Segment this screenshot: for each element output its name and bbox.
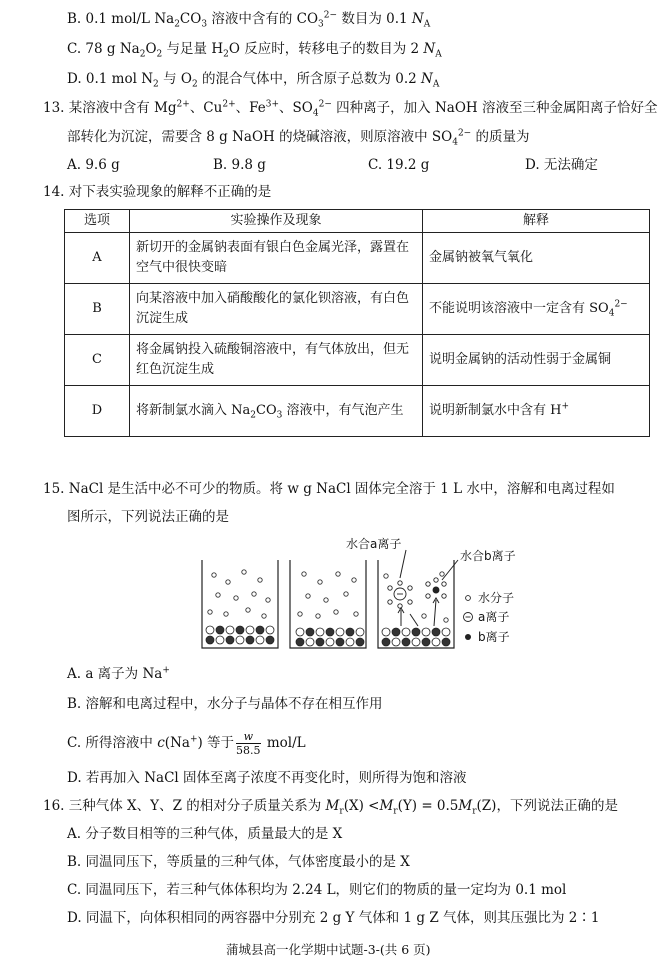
q15-option-c: C. 所得溶液中 c(Na+) 等于 $\frac{w}{58.5}$ mol/L xyxy=(67,730,306,757)
q14-table xyxy=(64,209,650,437)
table-row xyxy=(65,233,650,284)
table-header: 解释 xyxy=(423,210,650,233)
q12-option-c: C. 78 g $Na_2O_2$ 与足量 $H_2O$ 反应时，转移电子的数目为 2 $N_A$ xyxy=(67,41,442,60)
q16-option-c: C. 同温同压下，若三种气体体积均为 2.24 L，则它们的物质的量一定均为 0.1 mol xyxy=(67,882,567,898)
q13-stem-line2: 部转化为沉淀，需要含 8 g NaOH 的烧碱溶液，则原溶液中 $SO_4^{2-}$ 的质量为 xyxy=(67,128,530,148)
table-cell: 新切开的金属钠表面有银白色金属光泽，露置在空气中很快变暗 xyxy=(130,233,423,284)
table-row xyxy=(65,386,650,437)
table-cell: 金属钠被氧气氧化 xyxy=(423,233,650,284)
table-cell: B xyxy=(65,284,130,335)
q13-stem-line1: 13. 某溶液中含有 $Mg^{2+}$、$Cu^{2+}$、$Fe^{3+}$、$SO_4^{2-}$ 四种离子，加入 NaOH 溶液至三种金属阳离子恰好全 xyxy=(43,99,658,119)
table-cell: 将金属钠投入硫酸铜溶液中，有气体放出，但无红色沉淀生成 xyxy=(130,335,423,386)
q13-option-b: B. 9.8 g xyxy=(213,157,266,173)
table-row xyxy=(65,335,650,386)
q14-stem: 14. 对下表实验现象的解释不正确的是 xyxy=(43,184,272,200)
q15-option-b: B. 溶解和电离过程中，水分子与晶体不存在相互作用 xyxy=(67,696,383,712)
table-cell: 将新制氯水滴入 $Na_2CO_3$ 溶液中，有气泡产生 xyxy=(130,386,423,437)
q16-option-b: B. 同温同压下，等质量的三种气体，气体密度最小的是 X xyxy=(67,854,410,870)
hydrated-b-ion-label: 水合b离子 xyxy=(460,549,516,563)
q16-option-d: D. 同温下，向体积相同的两容器中分别充 2 g Y 气体和 1 g Z 气体，则其压强比为 2∶1 xyxy=(67,910,600,926)
page-footer: 蒲城县高一化学期中试题-3-(共 6 页) xyxy=(226,942,431,957)
legend-b-ion: b离子 xyxy=(478,630,510,644)
legend-a-ion: a离子 xyxy=(478,610,510,624)
table-header-row xyxy=(65,210,650,233)
q15-option-a: A. a 离子为 Na+ xyxy=(67,665,170,682)
table-row xyxy=(65,284,650,335)
table-cell: 说明金属钠的活动性弱于金属铜 xyxy=(423,335,650,386)
q12-option-d: D. 0.1 mol $N_2$ 与 $O_2$ 的混合气体中，所含原子总数为 0.2 $N_A$ xyxy=(67,71,440,90)
table-header: 实验操作及现象 xyxy=(130,210,423,233)
table-cell: C xyxy=(65,335,130,386)
diagram-legend xyxy=(464,590,515,644)
table-cell: 向某溶液中加入硝酸酸化的氯化钡溶液，有白色沉淀生成 xyxy=(130,284,423,335)
q13-option-c: C. 19.2 g xyxy=(368,157,430,173)
q16-stem: 16. 三种气体 X、Y、Z 的相对分子质量关系为 $M_r(X) <M_r(Y) = 0.5M_r(Z)$，下列说法正确的是 xyxy=(43,798,618,817)
table-cell: 说明新制氯水中含有 H+ xyxy=(423,386,650,437)
q16-option-a: A. 分子数目相等的三种气体，质量最大的是 X xyxy=(67,826,343,842)
table-cell: A xyxy=(65,233,130,284)
q15-stem-line1: 15. NaCl 是生活中必不可少的物质。将 w g NaCl 固体完全溶于 1 L 水中，溶解和电离过程如 xyxy=(43,481,615,497)
table-header: 选项 xyxy=(65,210,130,233)
q15-option-d: D. 若再加入 NaCl 固体至离子浓度不再变化时，则所得为饱和溶液 xyxy=(67,770,467,786)
table-cell: 不能说明该溶液中一定含有 $SO_4^{2-}$ xyxy=(423,284,650,335)
q13-option-d: D. 无法确定 xyxy=(525,157,598,173)
dissolution-diagram xyxy=(196,530,566,660)
legend-water: 水分子 xyxy=(478,591,515,605)
table-cell: D xyxy=(65,386,130,437)
q12-option-b: B. 0.1 mol/L $Na_2CO_3$ 溶液中含有的 $CO_3^{2-}$ 数目为 0.1 $N_A$ xyxy=(67,10,431,30)
fraction: $\frac{w}{58.5}$ xyxy=(236,730,261,757)
hydrated-a-ion-label: 水合a离子 xyxy=(346,537,402,551)
q15-stem-line2: 图所示，下列说法正确的是 xyxy=(67,509,229,525)
q13-option-a: A. 9.6 g xyxy=(67,157,120,173)
